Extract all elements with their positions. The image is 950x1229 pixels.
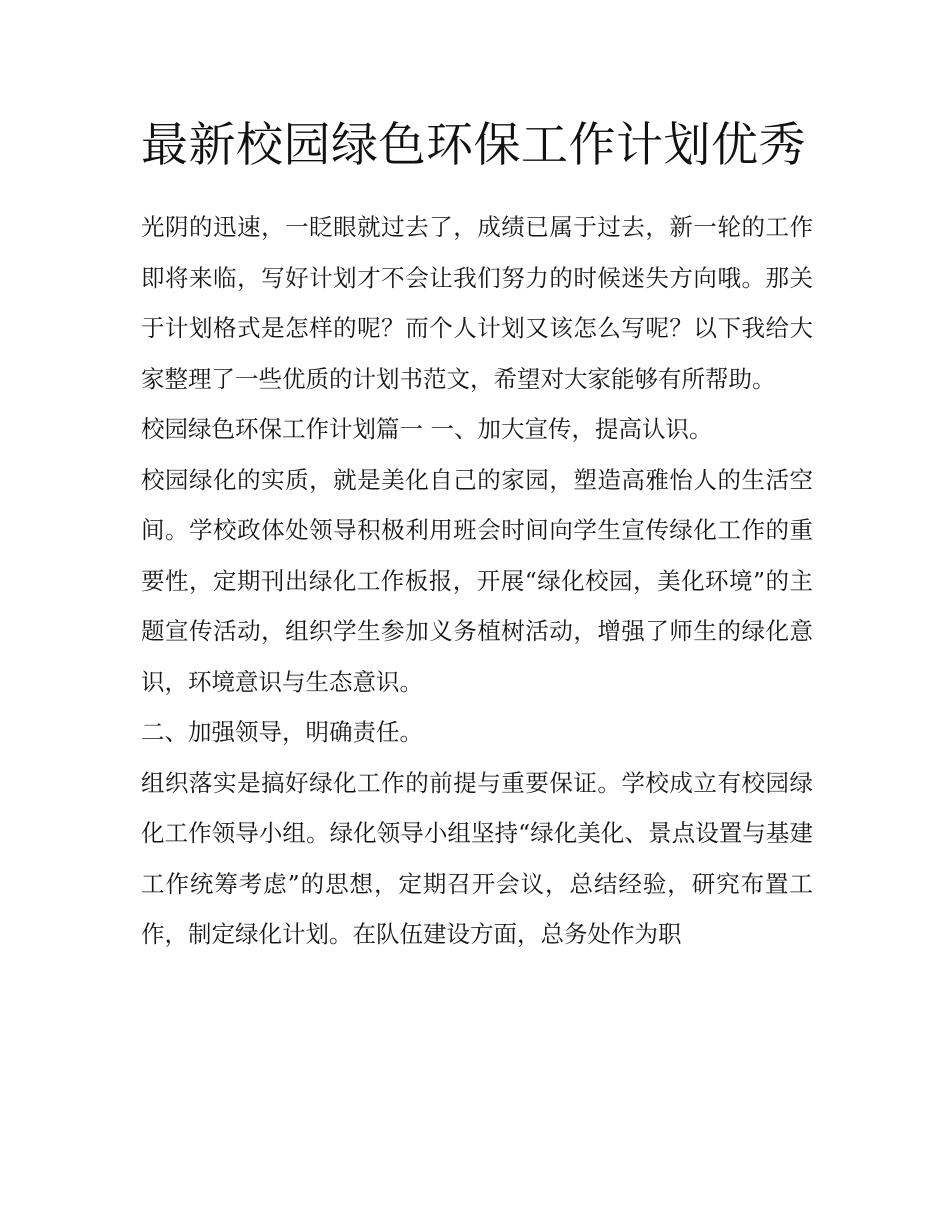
section-heading-one: 校园绿色环保工作计划篇一 一、加大宣传，提高认识。 (141, 415, 713, 443)
document-title: 最新校园绿色环保工作计划优秀 (141, 118, 806, 173)
section-one-paragraph: 校园绿化的实质，就是美化自己的家园，塑造高雅怡人的生活空间。学校政体处领导积极利用班会时间向学生宣传绿化工作的重要性，定期刊出绿化工作板报，开展“绿化校园，美化环境”的主题宣传活动，组织学生参加义务植树活动，增强了师生的绿化意识，环境意识与生态意识。 (141, 465, 813, 696)
intro-paragraph: 光阴的迅速，一眨眼就过去了，成绩已属于过去，新一轮的工作即将来临，写好计划才不会让我们努力的时候迷失方向哦。那关于计划格式是怎样的呢？而个人计划又该怎么写呢？以下我给大家整理了一些优质的计划书范文，希望对大家能够有所帮助。 (141, 213, 813, 393)
section-two-paragraph: 组织落实是搞好绿化工作的前提与重要保证。学校成立有校园绿化工作领导小组。绿化领导小组坚持“绿化美化、景点设置与基建工作统筹考虑”的思想，定期召开会议，总结经验，研究布置工作，制定绿化计划。在队伍建设方面，总务处作为职 (141, 768, 813, 948)
document-body (141, 112, 813, 960)
section-heading-two: 二、加强领导，明确责任。 (141, 718, 423, 746)
